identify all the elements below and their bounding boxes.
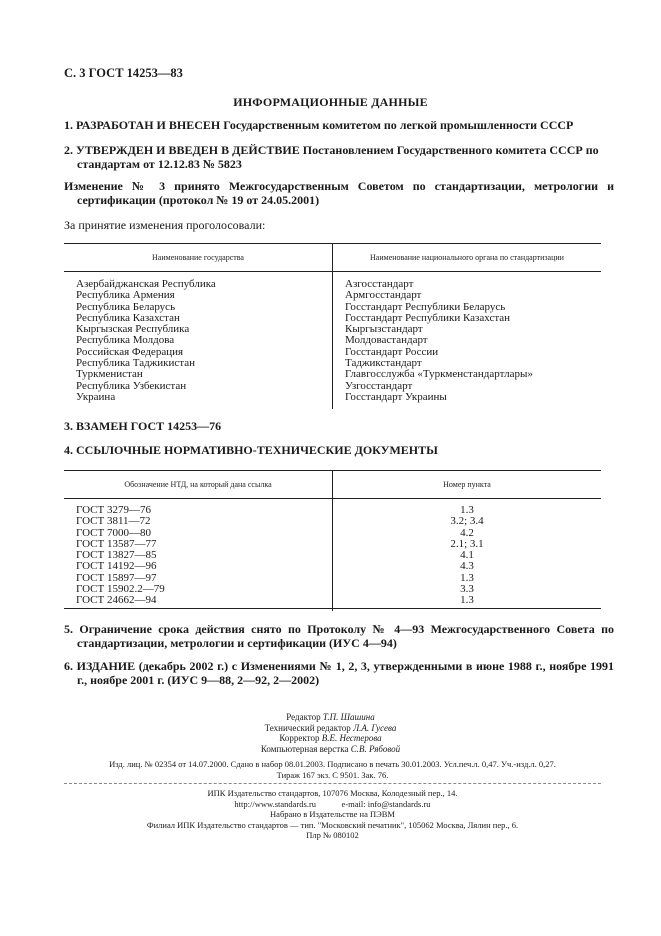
refs-table-header-item: Номер пункта <box>333 471 602 499</box>
table-row: Госстандарт Республики Беларусь <box>345 300 506 313</box>
table-row: ГОСТ 24662—94 <box>76 594 157 607</box>
amendment-text: Изменение № 3 принято Межгосударственным Советом по стандартизации, метрологии и сертификации (протокол № 19 от 24.05.2001) <box>64 179 614 207</box>
table-row: Таджикстандарт <box>345 357 422 370</box>
publisher-line4: Филиал ИПК Издательство стандартов — тип. "Московский печатник", 105062 Москва, Лялин пер., 6. <box>146 819 519 830</box>
section-2-lead: 2. УТВЕРЖДЕН И ВВЕДЕН В ДЕЙСТВИЕ <box>64 143 300 157</box>
table-row: Российская Федерация <box>76 345 184 358</box>
table-row: 4.3 <box>460 560 474 573</box>
credits-block <box>0 712 661 754</box>
refs-item-column <box>333 499 602 611</box>
table-row: Республика Казахстан <box>76 311 180 324</box>
table-row: Республика Молдова <box>76 334 175 347</box>
section-4: 4. ССЫЛОЧНЫЕ НОРМАТИВНО-ТЕХНИЧЕСКИЕ ДОКУМЕНТЫ <box>64 443 438 457</box>
section-5: 5. Ограничение срока действия снято по Протоколу № 4—93 Межгосударственного Совета по стандартизации, метрологии и сертификации (ИУС 4—94) <box>64 622 614 650</box>
states-table-header-state: Наименование государства <box>64 244 333 272</box>
table-row: Республика Таджикистан <box>76 357 195 370</box>
credit-layout: Компьютерная верстка С.В. Рябовой <box>260 743 401 754</box>
publisher-email: e-mail: info@standards.ru <box>341 798 431 809</box>
section-1-lead: 1. РАЗРАБОТАН И ВНЕСЕН <box>64 118 221 132</box>
states-table <box>64 243 601 409</box>
section-2-text: Постановлением Государственного комитета СССР по стандартам от 12.12.83 № 5823 <box>77 143 599 171</box>
table-row: ГОСТ 14192—96 <box>76 560 157 573</box>
table-row: 1.3 <box>460 504 474 516</box>
table-row: Туркменистан <box>76 368 143 381</box>
table-row: Госстандарт России <box>345 345 439 358</box>
table-row: ГОСТ 3811—72 <box>76 515 151 528</box>
table-row: Украина <box>76 390 116 403</box>
section-6: 6. ИЗДАНИЕ (декабрь 2002 г.) с Изменениями № 1, 2, 3, утвержденными в июне 1988 г., ноябре 1991 г., ноябре 2001 г. (ИУС 9—88, 2—92, 2—2002) <box>64 659 614 687</box>
table-row: Республика Беларусь <box>76 300 176 313</box>
print-info-line1: Изд. лиц. № 02354 от 14.07.2000. Сдано в набор 08.01.2003. Подписано в печать 30.01.2003. Усл.печ.л. 0,47. Уч.-изд.л. 0,27. <box>109 759 556 769</box>
section-1 <box>64 118 601 132</box>
table-row: Госстандарт Республики Казахстан <box>345 311 511 324</box>
table-row: ГОСТ 3279—76 <box>76 504 151 516</box>
divider <box>64 783 601 784</box>
credit-corrector: Корректор В.Е. Нестерова <box>279 733 382 743</box>
section-1-text: Государственным комитетом по легкой промышленности СССР <box>223 118 574 132</box>
table-row: ГОСТ 15897—97 <box>76 571 157 584</box>
publisher-contacts <box>64 799 601 810</box>
table-row: 2.1; 3.1 <box>450 537 484 550</box>
refs-table-header-row <box>64 471 601 499</box>
table-row: Госстандарт Украины <box>345 390 447 403</box>
refs-table-bottom-rule <box>64 608 601 609</box>
voting-intro: За принятие изменения проголосовали: <box>64 218 266 232</box>
publisher-line5: Плр № 080102 <box>306 830 359 841</box>
table-row: Армгосстандарт <box>345 289 422 302</box>
states-column <box>64 272 333 410</box>
table-row: 3.3 <box>460 583 474 596</box>
print-info-line2: Тираж 167 экз. С 9501. Зак. 76. <box>276 770 389 780</box>
states-table-header-body: Наименование национального органа по стандартизации <box>333 244 602 272</box>
table-row: Республика Армения <box>76 289 175 302</box>
table-row: ГОСТ 7000—80 <box>76 526 151 539</box>
states-table-header-row <box>64 244 601 272</box>
page-header: С. 3 ГОСТ 14253—83 <box>64 66 183 80</box>
refs-table-header-doc: Обозначение НТД, на который дана ссылка <box>64 471 333 499</box>
publisher-line3: Набрано в Издательстве на ПЭВМ <box>270 809 395 820</box>
publisher-line1: ИПК Издательство стандартов, 107076 Москва, Колодезный пер., 14. <box>207 788 458 798</box>
print-info <box>64 759 601 781</box>
table-row: ГОСТ 13587—77 <box>76 537 157 550</box>
table-row: 1.3 <box>460 594 474 607</box>
table-row: Азгосстандарт <box>345 278 414 290</box>
document-title: ИНФОРМАЦИОННЫЕ ДАННЫЕ <box>233 95 428 109</box>
publisher-site: http://www.standards.ru <box>234 798 317 809</box>
table-row: 3.2; 3.4 <box>450 515 484 528</box>
table-row: Кыргызская Республика <box>76 323 190 336</box>
publisher-block <box>64 788 601 841</box>
table-row: Республика Узбекистан <box>76 379 187 392</box>
table-row: Кыргызстандарт <box>345 323 423 336</box>
credit-tech-editor: Технический редактор Л.А. Гусева <box>264 722 397 733</box>
table-row: ГОСТ 13827—85 <box>76 549 157 562</box>
table-row: Главгосслужба «Туркменстандартлары» <box>345 368 533 381</box>
table-row: ГОСТ 15902.2—79 <box>76 583 165 596</box>
table-row: 1.3 <box>460 571 474 584</box>
table-row: 4.1 <box>460 549 474 562</box>
credit-editor: Редактор Т.П. Шашина <box>286 712 375 722</box>
table-row: 4.2 <box>460 526 474 539</box>
section-2 <box>64 143 614 171</box>
section-3: 3. ВЗАМЕН ГОСТ 14253—76 <box>64 419 222 433</box>
table-row: Азербайджанская Республика <box>76 278 216 290</box>
states-table-body <box>64 272 601 410</box>
table-row: Молдовастандарт <box>345 334 428 347</box>
refs-doc-column <box>64 499 333 611</box>
refs-table-body <box>64 499 601 611</box>
bodies-column <box>333 272 602 410</box>
table-row: Узгосстандарт <box>345 379 413 392</box>
refs-table <box>64 470 601 611</box>
amendment-note <box>64 179 614 207</box>
